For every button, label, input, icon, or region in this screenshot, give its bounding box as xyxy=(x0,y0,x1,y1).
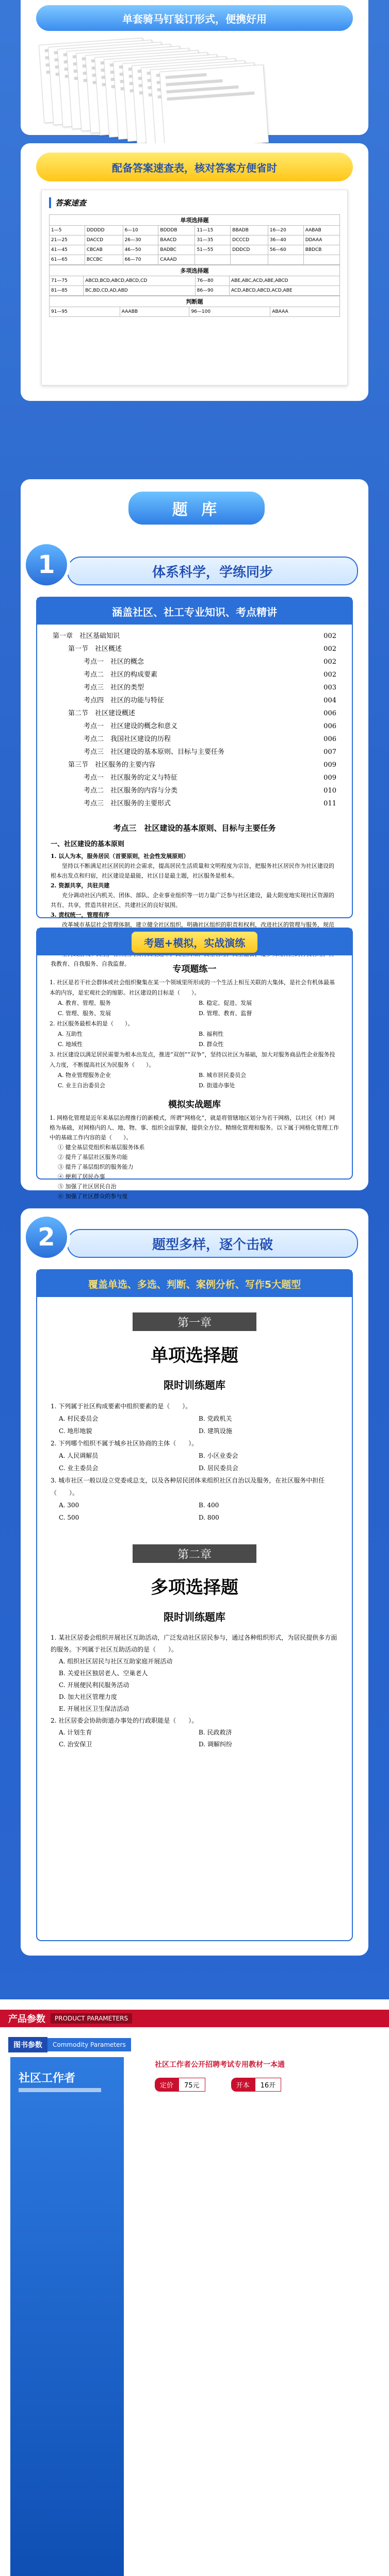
toc-row xyxy=(53,694,336,707)
answer-cell: BC,BD,CD,AD,ABD xyxy=(84,286,195,296)
toc-row xyxy=(53,784,336,797)
answer-cell: ABAAA xyxy=(270,307,340,317)
tiku-pill xyxy=(126,490,267,527)
article-paragraph: 我教育、自我服务、自我监督。 xyxy=(51,961,130,967)
answer-cell: 61—65 xyxy=(50,255,85,265)
toc-row xyxy=(53,771,336,784)
answer-cell: ACD,ABCD,ABCD,ACD,ABE xyxy=(229,286,339,296)
toc-entry: 考点一 社区服务的定义与特征 xyxy=(84,774,178,782)
article-paragraph: 1. 以人为本，服务居民（首要原则，社会性发展原则） xyxy=(51,853,189,860)
price-value: 75元 xyxy=(179,2078,205,2092)
toc-page: 006 xyxy=(323,710,336,717)
chapter2-label: 第二章 xyxy=(133,1544,256,1563)
part2-number-text: 2 xyxy=(38,1223,55,1252)
option: D. 800 xyxy=(199,1514,219,1521)
toc-entry: 第二节 社区建设概述 xyxy=(68,710,136,717)
answer-cell: DDAAA xyxy=(303,235,339,245)
option: D. 管理、教育、监督 xyxy=(199,1010,252,1017)
part2-badge-bar xyxy=(37,1270,352,1297)
answer-cell: CAAAD xyxy=(158,255,195,265)
part1-panel xyxy=(21,536,368,1200)
answer-cell: 31—35 xyxy=(195,235,231,245)
option: C. 开展便民利民服务活动 xyxy=(59,1681,129,1689)
option: B. 福利性 xyxy=(199,1031,224,1037)
price-label: 定价 xyxy=(155,2078,179,2092)
toc-entry: 考点一 社区建设的概念和意义 xyxy=(84,722,178,730)
answer-cell: DDDCD xyxy=(231,245,268,255)
book-name: 社区工作者公开招聘考试专用教材一本通 xyxy=(155,2061,285,2069)
article-paragraph: 坚持以不断满足社区居民的社会需求，提高居民生活质量和文明程度为宗旨，把服务社区居民作为社区建设的根本出发点和归宿，社区建设是最能，社区目是最主题，社区服务是根本。 xyxy=(51,863,334,879)
part1-badge2-bar xyxy=(37,929,352,955)
booklet xyxy=(159,64,269,150)
option: ⑤ 加强了社区居民自治 xyxy=(58,1183,117,1190)
answer-section-heading: 判断题 xyxy=(49,296,340,307)
option: D. 加大社区管理力度 xyxy=(59,1693,117,1701)
answer-cell: ABE,ABC,ACD,ABE,ABCD xyxy=(229,276,339,286)
option: B. 民政救济 xyxy=(199,1729,232,1736)
option-grid xyxy=(51,1656,338,1715)
answer-cell xyxy=(231,255,268,265)
book-cover-stripe xyxy=(19,2088,101,2092)
answer-cell: 86—90 xyxy=(195,286,229,296)
answer-cell: 21—25 xyxy=(50,235,85,245)
article-title: 考点三 社区建设的基本原则、目标与主要任务 xyxy=(113,823,276,833)
toc-row xyxy=(53,733,336,746)
option-grid xyxy=(51,1499,338,1524)
option: B. 稳定、促进、发展 xyxy=(199,1000,252,1006)
answer-cell: DCCCD xyxy=(231,235,268,245)
answer-cell: BBDCB xyxy=(303,245,339,255)
part1-headline-bar xyxy=(67,557,358,585)
option: A. 互助性 xyxy=(58,1031,83,1037)
booklet-panel xyxy=(21,0,368,135)
chapter2-title: 多项选择题 xyxy=(151,1577,238,1598)
answer-cell: 71—75 xyxy=(50,276,84,286)
part2-badge: 覆盖单选、多选、判断、案例分析、写作5大题型 xyxy=(88,1278,301,1290)
toc-entry: 考点二 社区的构成要素 xyxy=(84,671,158,679)
chapter1-sub: 限时训练题库 xyxy=(164,1379,225,1391)
article-paragraph: 充分调动社区内机关、团体、部队、企业事业组织等一切力量广泛参与社区建设，最大限度地实现社区资源的共有、共享，营造共驻社区、共建社区的良好氛围。 xyxy=(51,892,334,908)
answer-cell: ABCD,BCD,ABCD,ABCD,CD xyxy=(84,276,195,286)
toc-entry: 考点三 社区建设的基本原则、目标与主要任务 xyxy=(84,748,225,756)
answer-cell: 11—15 xyxy=(195,226,231,235)
option-grid xyxy=(51,1727,338,1750)
question: 3. 城市社区一般以设立党委或总支，以及各种居民团体来组织社区自治以及服务，在社区服务中担任（ ）。 xyxy=(51,1477,325,1496)
toc-row xyxy=(53,759,336,771)
part1-number xyxy=(23,541,70,588)
answer-grid xyxy=(49,276,340,296)
option: C. 500 xyxy=(59,1514,79,1521)
question: 1. 社区是若干社会群体或社会组织聚集在某一个领域里所形成的一个生活上相互关联的大集体，是社会有机体最基本的内容，是宏观社会的缩影。社区建设的目标是（ ）。 xyxy=(50,979,335,996)
option: ② 提升了基层社区服务功能 xyxy=(58,1154,128,1160)
answer-cell: 16—20 xyxy=(268,226,303,235)
answer-grid xyxy=(49,225,340,265)
answer-cell: 91—95 xyxy=(50,307,120,317)
answer-cell: 46—50 xyxy=(123,245,158,255)
answer-row xyxy=(50,235,340,245)
chart-label: 图书参数 xyxy=(8,2037,47,2052)
toc-row xyxy=(53,655,336,668)
question: 2. 社区居委会协助街道办事处的行政职能是（ ）。 xyxy=(51,1717,198,1724)
option: ④ 便利了居民办事 xyxy=(58,1173,105,1180)
part1-badge2: 考题+模拟，实战演练 xyxy=(132,932,258,953)
option: D. 居民委员会 xyxy=(199,1464,238,1472)
option: A. 教育、管理、服务 xyxy=(58,1000,111,1006)
answer-cell xyxy=(195,255,231,265)
option: A. 计划生育 xyxy=(59,1729,92,1736)
answer-banner-text: 配备答案速查表，核对答案方便省时 xyxy=(112,161,277,174)
chart-header xyxy=(8,2038,131,2052)
answer-cell: 26—30 xyxy=(123,235,158,245)
option-grid xyxy=(50,998,339,1019)
part1-badge: 涵盖社区、社工专业知识、考点精讲 xyxy=(112,605,277,618)
option: ① 健全基层党组织和基层服务体系 xyxy=(58,1144,145,1151)
toc-entry: 第一节 社区概述 xyxy=(68,645,122,653)
answer-cell: 51—55 xyxy=(195,245,231,255)
option: C. 地域性 xyxy=(58,1041,83,1048)
book-cover-title: 社区工作者 xyxy=(19,2072,76,2085)
option: B. 党政机关 xyxy=(199,1415,232,1422)
question: 2. 下列哪个组织不属于城乡社区协商的主体（ ）。 xyxy=(51,1440,198,1447)
answer-cell: BDDDB xyxy=(158,226,195,235)
answer-cell: 1—5 xyxy=(50,226,85,235)
toc-page: 011 xyxy=(323,800,336,807)
answer-cell: 81—85 xyxy=(50,286,84,296)
toc-page: 006 xyxy=(323,722,336,730)
article-paragraph: 改革城市基层社会管理体制，建立健全社区组织，明确社区组织的职责和权利，改进社区的管理与服务，规范 xyxy=(62,921,334,928)
format-value: 16开 xyxy=(255,2078,282,2092)
option-grid xyxy=(50,1029,339,1050)
answer-cell: 96—100 xyxy=(189,307,270,317)
product-label: 产品参数 xyxy=(8,2014,45,2025)
answer-cell: AABAB xyxy=(303,226,339,235)
booklet-banner-text: 单套骑马钉装订形式，便携好用 xyxy=(122,12,267,25)
toc-row xyxy=(53,720,336,733)
sim-body xyxy=(37,1113,352,1201)
chapter2-sub: 限时训练题库 xyxy=(164,1611,225,1623)
question: 2. 社区服务最根本的是（ ）。 xyxy=(50,1020,134,1027)
part2-headline: 题型多样，逐个击破 xyxy=(152,1237,273,1253)
answer-section-heading: 单项选择题 xyxy=(49,214,340,225)
answer-table xyxy=(49,214,340,317)
answer-cell: AAABB xyxy=(120,307,189,317)
part2-panel xyxy=(21,1208,368,1956)
toc-entry: 考点二 社区服务的内容与分类 xyxy=(84,787,178,795)
product-header xyxy=(0,2010,389,2027)
option: A. 物业管理服务企业 xyxy=(58,1072,111,1079)
option: ③ 提升了基层组织的服务能力 xyxy=(58,1164,134,1170)
answer-row xyxy=(50,276,340,286)
answer-cell xyxy=(303,255,339,265)
answer-cell xyxy=(268,255,303,265)
answer-title: 答案速查 xyxy=(49,197,86,208)
article-paragraph: 2. 资源共享，共驻共建 xyxy=(51,882,110,889)
option: E. 开展社区卫生保洁活动 xyxy=(59,1705,129,1712)
answer-row xyxy=(50,226,340,235)
chart-label-en: Commodity Parameters xyxy=(47,2038,131,2051)
option: C. 地形地貌 xyxy=(59,1427,92,1435)
answer-panel xyxy=(21,143,368,401)
option: B. 400 xyxy=(199,1502,219,1509)
toc-page: 003 xyxy=(323,684,336,692)
answer-cell: BADBC xyxy=(158,245,195,255)
option: A. 村民委员会 xyxy=(59,1415,99,1422)
answer-cell: BAACD xyxy=(158,235,195,245)
toc-entry: 考点四 社区的功能与特征 xyxy=(84,697,165,704)
toc-row xyxy=(53,668,336,681)
toc-entry: 第三节 社区服务的主要内容 xyxy=(68,761,156,769)
part1-card2 xyxy=(36,928,353,1200)
answer-row xyxy=(50,245,340,255)
answer-sheet xyxy=(41,190,348,385)
chapter1-questions xyxy=(51,1400,338,1524)
option: D. 调解纠纷 xyxy=(199,1741,232,1748)
option: A. 人民调解员 xyxy=(59,1452,99,1459)
tiku-title: 题 库 xyxy=(172,501,221,519)
chapter1-title: 单项选择题 xyxy=(151,1345,238,1366)
part1-number-text: 1 xyxy=(38,550,55,579)
option: ⑥ 加强了社区群众的参与度 xyxy=(58,1193,128,1200)
product-label-en: PRODUCT PARAMETERS xyxy=(51,2013,132,2024)
answer-cell: DACCD xyxy=(85,235,123,245)
sim-title: 模拟实战题库 xyxy=(168,1100,221,1110)
option: B. 城市居民委员会 xyxy=(199,1072,247,1079)
toc-entry: 考点二 我国社区建设的历程 xyxy=(84,735,171,743)
booklet-stack xyxy=(21,36,368,134)
price-row xyxy=(155,2078,281,2092)
toc-row xyxy=(53,707,336,720)
part1-headline: 体系科学，学练同步 xyxy=(152,564,273,580)
answer-row xyxy=(50,307,340,317)
toc-page: 004 xyxy=(323,697,336,704)
toc-page: 010 xyxy=(323,787,336,795)
article-sub: 一、社区建设的基本原则 xyxy=(51,840,125,848)
toc-row xyxy=(53,630,336,643)
option: A. 组织社区居民与社区互助家庭开展活动 xyxy=(59,1658,173,1665)
chapter1-label: 第一章 xyxy=(133,1312,256,1331)
part2-headline-bar xyxy=(67,1229,358,1258)
question: 1. 网格化管理是近年来基层治理推行的新模式，所谓“网格化”，就是将管辖地区划分为若干网格，以社区（村）网格为基础，对网格内的人、地、物、事、组织全面掌握，提供全方位、精细化管理和服务。以下属于网格化管理工作中的基础工作内容的是（ ）。 xyxy=(50,1115,339,1141)
toc-entry: 考点三 社区服务的主要形式 xyxy=(84,800,171,807)
toc-page: 006 xyxy=(323,735,336,743)
answer-cell: 66—70 xyxy=(123,255,158,265)
option-grid xyxy=(50,1142,339,1201)
answer-cell: DDDDD xyxy=(85,226,123,235)
option-grid xyxy=(50,1070,339,1091)
answer-cell: 6—10 xyxy=(123,226,158,235)
question: 3. 社区建设以满足居民需要为根本出发点，推进“双创”“双争”，坚持以社区为基础，加大对服务商品性企业服务投入力度，不断提高社区为民服务（ ）。 xyxy=(50,1051,335,1068)
toc-page: 002 xyxy=(323,658,336,666)
option: C. 业主自治委员会 xyxy=(58,1082,106,1089)
answer-grid xyxy=(49,307,340,317)
option: B. 小区业委会 xyxy=(199,1452,238,1459)
toc-page: 009 xyxy=(323,761,336,769)
answer-banner xyxy=(36,153,353,181)
toc-page: 002 xyxy=(323,632,336,640)
toc-page: 002 xyxy=(323,645,336,653)
answer-cell: 41—45 xyxy=(50,245,85,255)
price-box xyxy=(155,2078,205,2092)
toc-row xyxy=(53,643,336,655)
format-label: 开本 xyxy=(231,2078,255,2092)
option: C. 治安保卫 xyxy=(59,1741,92,1748)
option: C. 管理、服务、发展 xyxy=(58,1010,111,1017)
part1-badge-bar xyxy=(37,598,352,625)
part2-card xyxy=(36,1269,353,1941)
answer-cell: 76—80 xyxy=(195,276,229,286)
toc-entry: 第一章 社区基础知识 xyxy=(53,632,120,640)
question: 1. 某社区居委会组织开展社区互助活动，广泛发动社区居民参与，通过各种组织形式，为居民提供多方面的服务。下列属于社区互助活动的是（ ）。 xyxy=(51,1634,337,1653)
question: 1. 下列属于社区构成要素中组织要素的是（ ）。 xyxy=(51,1403,192,1410)
chapter2 xyxy=(37,1524,352,1750)
toc-row xyxy=(53,746,336,759)
answer-cell: 36—40 xyxy=(268,235,303,245)
option-grid xyxy=(51,1450,338,1474)
chapter1 xyxy=(37,1297,352,1524)
answer-cell: BCCBC xyxy=(85,255,123,265)
toc-page: 009 xyxy=(323,774,336,782)
option-grid xyxy=(51,1412,338,1437)
exercise-title: 专项题练一 xyxy=(172,964,217,974)
toc-entry: 考点一 社区的概念 xyxy=(84,658,144,666)
toc-row xyxy=(53,797,336,810)
toc-page: 002 xyxy=(323,671,336,679)
option: D. 街道办事处 xyxy=(199,1082,235,1089)
option: B. 关爱社区独居老人、空巢老人 xyxy=(59,1670,148,1677)
option: D. 群众性 xyxy=(199,1041,224,1048)
format-box xyxy=(231,2078,282,2092)
toc-row xyxy=(53,681,336,694)
part1-toc xyxy=(37,625,352,815)
answer-cell: CBCAB xyxy=(85,245,123,255)
article-paragraph: 3. 责权统一，管理有序 xyxy=(51,912,110,918)
chapter2-questions xyxy=(51,1632,338,1750)
answer-row xyxy=(50,255,340,265)
answer-cell: 56—60 xyxy=(268,245,303,255)
answer-cell: BBADB xyxy=(231,226,268,235)
answer-row xyxy=(50,286,340,296)
booklet-banner xyxy=(36,5,353,31)
part2-number xyxy=(23,1214,70,1261)
option: C. 业主委员会 xyxy=(59,1464,99,1472)
toc-page: 007 xyxy=(323,748,336,756)
exercise-body xyxy=(37,978,352,1091)
option: D. 建筑设施 xyxy=(199,1427,232,1435)
book-cover xyxy=(10,2057,124,2576)
product-section xyxy=(0,1999,389,2576)
toc-entry: 考点三 社区的类型 xyxy=(84,684,144,692)
option: A. 300 xyxy=(59,1502,79,1509)
answer-section-heading: 多项选择题 xyxy=(49,265,340,276)
